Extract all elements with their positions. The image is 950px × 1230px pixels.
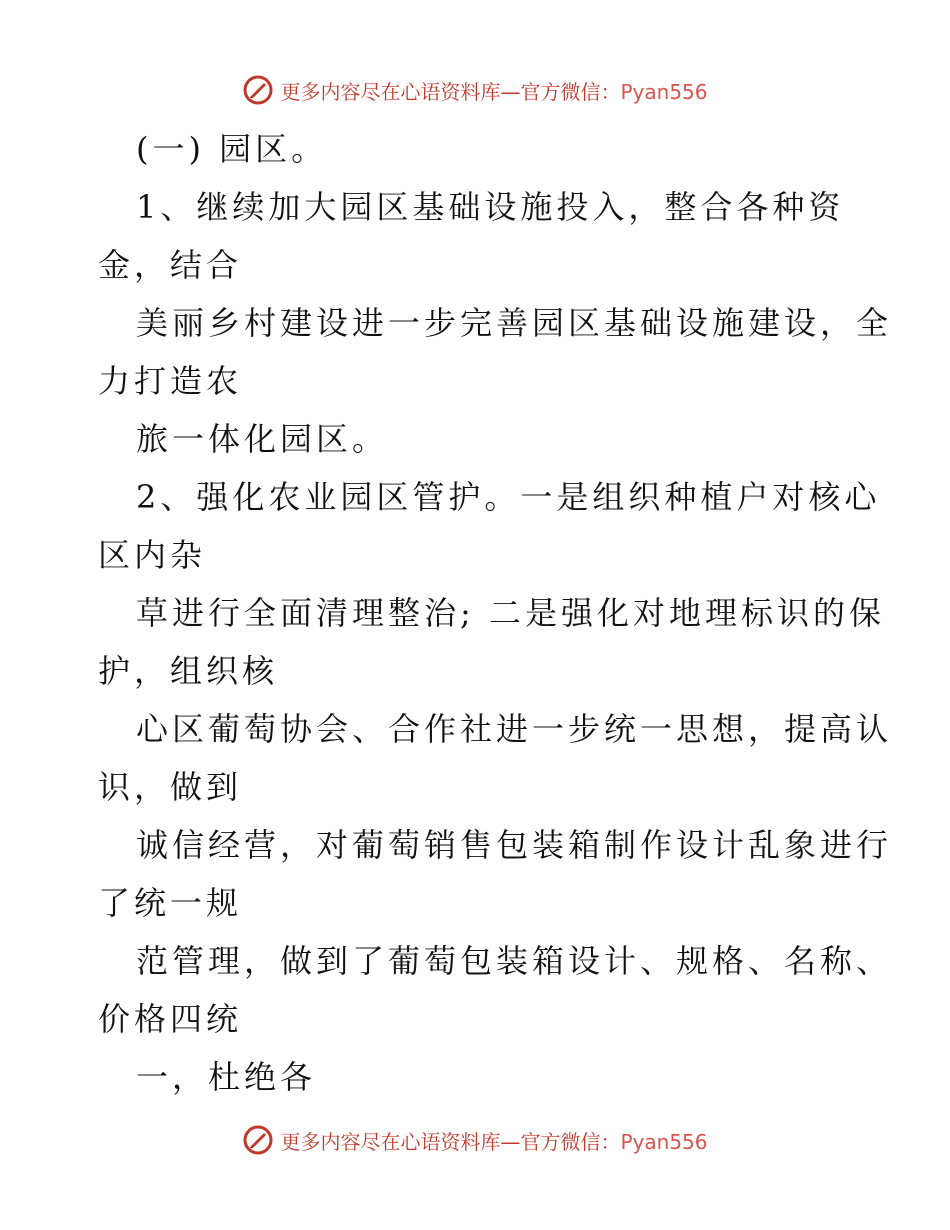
watermark-dash: — [500,79,521,104]
watermark-text [280,1126,707,1155]
body-text [98,120,893,1106]
section-heading: (一) 园区。 [136,130,328,168]
text-line: 力打造农 [98,362,243,400]
text-line: 诚信经营，对葡萄销售包装箱制作设计乱象进行 [136,826,893,864]
header-watermark [0,70,950,110]
text-line: 护，组织核 [98,652,279,690]
watermark-main: 更多内容尽在心语资料库 [280,79,501,104]
quill-logo-icon [242,1124,274,1156]
text-line: 了统一规 [98,884,243,922]
watermark-wechat-id: Pyan556 [620,1129,708,1154]
text-line: 旅一体化园区。 [136,420,389,458]
text-line: 范管理，做到了葡萄包装箱设计、规格、名称、 [136,942,893,980]
text-line: 美丽乡村建设进一步完善园区基础设施建设，全 [136,304,893,342]
watermark-dash: — [500,1129,521,1154]
text-line: 价格四统 [98,1000,243,1038]
text-line: 草进行全面清理整治; 二是强化对地理标识的保 [136,594,885,632]
text-line: 心区葡萄协会、合作社进一步统一思想，提高认 [136,710,893,748]
text-line: 金，结合 [98,246,243,284]
watermark-wechat-id: Pyan556 [620,79,708,104]
text-line: 区内杂 [98,536,207,574]
footer-watermark [0,1120,950,1160]
quill-logo-icon [242,74,274,106]
text-line: 识，做到 [98,768,243,806]
watermark-wechat-label: 官方微信： [520,79,621,104]
watermark-main: 更多内容尽在心语资料库 [280,1129,501,1154]
watermark-text [280,76,707,105]
text-line: 一，杜绝各 [136,1058,317,1096]
watermark-wechat-label: 官方微信： [520,1129,621,1154]
text-line: 2、强化农业园区管护。一是组织种植户对核心 [136,478,881,516]
text-line: 1、继续加大园区基础设施投入，整合各种资 [136,188,845,226]
